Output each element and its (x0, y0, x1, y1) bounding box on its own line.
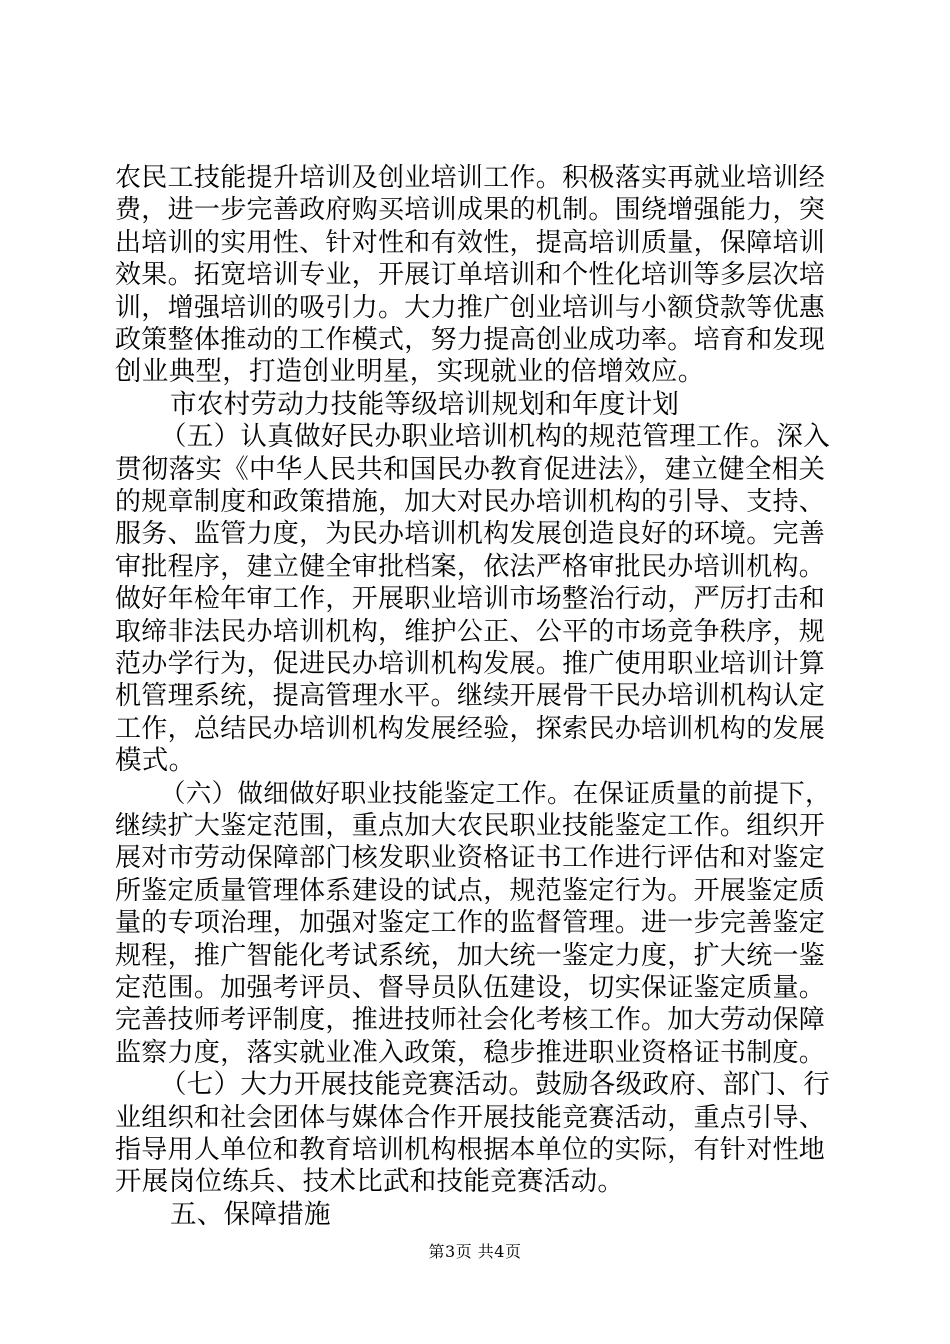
text-line: 创业典型，打造创业明星，实现就业的倍增效应。 (115, 356, 705, 388)
text-line: 量的专项治理，加强对鉴定工作的监督管理。进一步完善鉴定 (115, 908, 826, 939)
paragraph-heading-6: （六）做细做好职业技能鉴定工作。在保证质量的前提下， (160, 778, 831, 809)
text-line: 训，增强培训的吸引力。大力推广创业培训与小额贷款等优惠 (115, 292, 826, 323)
text-line: 效果。拓宽培训专业，开展订单培训和个性化培训等多层次培 (115, 260, 826, 291)
text-line: 政策整体推动的工作模式，努力提高创业成功率。培育和发现 (115, 325, 826, 355)
text-line: 服务、监管力度，为民办培训机构发展创造良好的环境。完善 (115, 519, 826, 550)
text-line: 费，进一步完善政府购买培训成果的机制。围绕增强能力，突 (115, 195, 826, 226)
text-line: 出培训的实用性、针对性和有效性，提高培训质量，保障培训 (115, 227, 826, 258)
paragraph-heading-7: （七）大力开展技能竞赛活动。鼓励各级政府、部门、行 (160, 1069, 830, 1101)
text-line: 完善技师考评制度，推进技师社会化考核工作。加大劳动保障 (115, 1005, 826, 1036)
page-footer: 第3页 共4页 (428, 1242, 522, 1261)
text-line: 机管理系统，提高管理水平。继续开展骨干民办培训机构认定 (115, 681, 826, 712)
text-line: 审批程序，建立健全审批档案，依法严格审批民办培训机构。 (115, 551, 826, 582)
text-line: 取缔非法民办培训机构，维护公正、公平的市场竞争秩序，规 (115, 616, 826, 647)
text-line: 开展岗位练兵、技术比武和技能竞赛活动。 (115, 1166, 625, 1198)
text-line: 贯彻落实《中华人民共和国民办教育促进法》，建立健全相关 (115, 453, 826, 485)
text-line: 模式。 (115, 745, 196, 777)
text-line: 的规章制度和政策措施，加大对民办培训机构的引导、支持、 (115, 487, 826, 517)
text-line: 做好年检年审工作，开展职业培训市场整治行动，严厉打击和 (115, 584, 826, 615)
text-line: 指导用人单位和教育培训机构根据本单位的实际，有针对性地 (115, 1135, 826, 1165)
text-line: 规程，推广智能化考试系统，加大统一鉴定力度，扩大统一鉴 (115, 940, 826, 971)
text-line: 定范围。加强考评员、督导员队伍建设，切实保证鉴定质量。 (115, 973, 826, 1003)
paragraph-heading-5: （五）认真做好民办职业培训机构的规范管理工作。深入 (160, 421, 830, 453)
text-line: 展对市劳动保障部门核发职业资格证书工作进行评估和对鉴定 (115, 843, 826, 874)
text-line: 所鉴定质量管理体系建设的试点，规范鉴定行为。开展鉴定质 (115, 875, 826, 906)
text-line: 业组织和社会团体与媒体合作开展技能竞赛活动，重点引导、 (115, 1102, 826, 1133)
text-line: 继续扩大鉴定范围，重点加大农民职业技能鉴定工作。组织开 (115, 811, 826, 841)
text-line: 监察力度，落实就业准入政策，稳步推进职业资格证书制度。 (115, 1037, 826, 1068)
section-heading-5: 五、保障措施 (170, 1198, 331, 1230)
text-line: 工作，总结民办培训机构发展经验，探索民办培训机构的发展 (115, 713, 826, 744)
section-heading: 市农村劳动力技能等级培训规划和年度计划 (170, 388, 680, 420)
text-line: 农民工技能提升培训及创业培训工作。积极落实再就业培训经 (115, 163, 826, 193)
text-line: 范办学行为，促进民办培训机构发展。推广使用职业培训计算 (115, 649, 826, 679)
